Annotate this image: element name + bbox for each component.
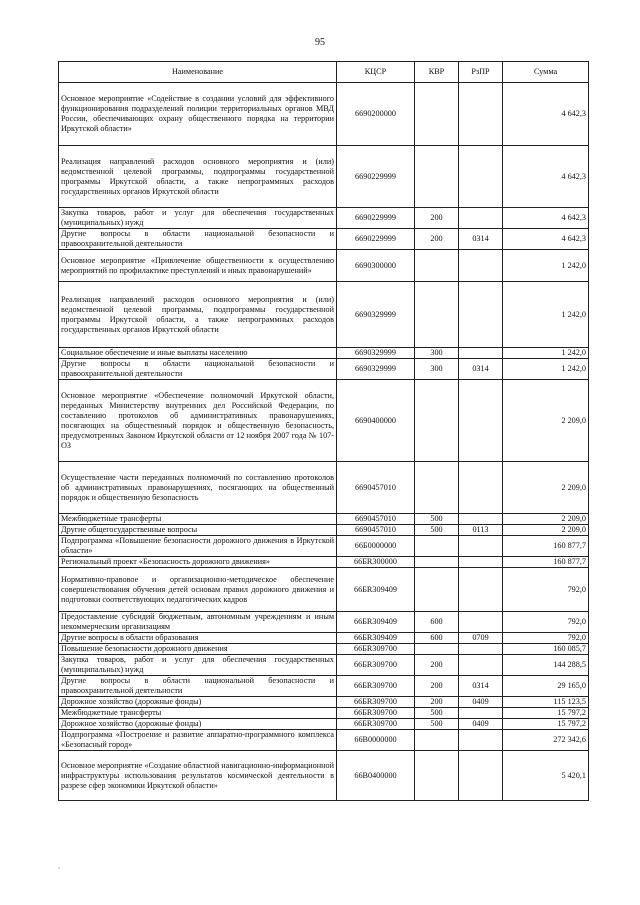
row-sum: 1 242,0 [503, 348, 589, 359]
row-sum: 115 123,5 [503, 697, 589, 708]
row-kvr [415, 730, 459, 751]
row-rzpr: 0314 [459, 676, 503, 697]
row-name: Закупка товаров, работ и услуг для обеспечения государственных (муниципальных) нужд [59, 208, 337, 229]
row-name: Основное мероприятие «Содействие в создании условий для эффективного функционирования подразделений полиции территориальных органов МВД России, обеспечивающих охрану общественного порядка на территории Иркутской области» [59, 83, 337, 146]
row-rzpr: 0113 [459, 525, 503, 536]
row-name: Реализация направлений расходов основного мероприятия и (или) ведомственной целевой программы, подпрограммы государственной программы Иркутской области, а также непрограммных расходов государственных органов Иркутской области [59, 146, 337, 208]
row-kvr [415, 568, 459, 612]
table-row [59, 633, 589, 644]
row-kvr [415, 380, 459, 462]
row-sum: 1 242,0 [503, 250, 589, 282]
row-kcsr: 66БR300000 [337, 557, 415, 568]
table-row [59, 146, 589, 208]
row-sum: 144 288,5 [503, 655, 589, 676]
table-row [59, 229, 589, 250]
row-kvr [415, 250, 459, 282]
row-name: Социальное обеспечение и иные выплаты населению [59, 348, 337, 359]
row-rzpr [459, 514, 503, 525]
row-rzpr: 0409 [459, 697, 503, 708]
row-kcsr: 6690457010 [337, 514, 415, 525]
table-row [59, 514, 589, 525]
row-sum: 4 642,3 [503, 208, 589, 229]
table-row [59, 462, 589, 514]
row-kvr [415, 282, 459, 348]
row-name: Другие вопросы в области национальной безопасности и правоохранительной деятельности [59, 676, 337, 697]
row-kvr [415, 644, 459, 655]
row-name: Реализация направлений расходов основного мероприятия и (или) ведомственной целевой программы, подпрограммы государственной программы Иркутской области, а также непрограммных расходов государственных органов Иркутской области [59, 282, 337, 348]
row-rzpr: 0409 [459, 719, 503, 730]
row-sum: 792,0 [503, 612, 589, 633]
row-rzpr: 0314 [459, 359, 503, 380]
row-kcsr: 6690400000 [337, 380, 415, 462]
row-kcsr: 66БR309409 [337, 612, 415, 633]
row-kcsr: 6690229999 [337, 146, 415, 208]
row-kcsr: 66БR309700 [337, 708, 415, 719]
row-kcsr: 66БR309700 [337, 719, 415, 730]
row-sum: 2 209,0 [503, 525, 589, 536]
table-row [59, 250, 589, 282]
row-kcsr: 6690229999 [337, 208, 415, 229]
header-kcsr: КЦСР [337, 62, 415, 83]
table-row [59, 751, 589, 801]
row-kvr [415, 751, 459, 801]
row-name: Закупка товаров, работ и услуг для обеспечения государственных (муниципальных) нужд [59, 655, 337, 676]
row-kvr: 300 [415, 348, 459, 359]
row-kcsr: 6690457010 [337, 462, 415, 514]
row-kcsr: 66В0000000 [337, 730, 415, 751]
row-rzpr [459, 380, 503, 462]
row-sum: 160 877,7 [503, 557, 589, 568]
row-kcsr: 66БR309409 [337, 568, 415, 612]
table-row [59, 536, 589, 557]
row-rzpr [459, 146, 503, 208]
row-name: Другие вопросы в области национальной безопасности и правоохранительной деятельности [59, 359, 337, 380]
row-rzpr [459, 751, 503, 801]
row-kcsr: 6690329999 [337, 282, 415, 348]
table-row [59, 208, 589, 229]
row-sum: 792,0 [503, 633, 589, 644]
row-rzpr [459, 644, 503, 655]
row-rzpr [459, 348, 503, 359]
row-rzpr [459, 250, 503, 282]
table-header [59, 62, 589, 83]
row-kvr: 600 [415, 633, 459, 644]
row-kcsr: 66БR309700 [337, 644, 415, 655]
row-rzpr: 0709 [459, 633, 503, 644]
table-row [59, 655, 589, 676]
row-kcsr: 6690200000 [337, 83, 415, 146]
row-kcsr: 66Б0000000 [337, 536, 415, 557]
header-sum: Сумма [503, 62, 589, 83]
table-row [59, 719, 589, 730]
row-name: Межбюджетные трансферты [59, 514, 337, 525]
row-rzpr [459, 462, 503, 514]
row-kcsr: 66БR309700 [337, 676, 415, 697]
row-rzpr [459, 83, 503, 146]
row-kvr [415, 83, 459, 146]
table-row [59, 348, 589, 359]
row-name: Межбюджетные трансферты [59, 708, 337, 719]
row-kcsr: 6690457010 [337, 525, 415, 536]
row-rzpr [459, 708, 503, 719]
row-name: Нормативно-правовое и организационно-методическое обеспечение совершенствования обучения детей основам правил дорожного движения и подготовки соответствующих педагогических кадров [59, 568, 337, 612]
row-sum: 15 797,2 [503, 708, 589, 719]
table-row [59, 708, 589, 719]
row-rzpr [459, 557, 503, 568]
header-kvr: КВР [415, 62, 459, 83]
row-name: Подпрограмма «Повышение безопасности дорожного движения в Иркутской области» [59, 536, 337, 557]
row-sum: 29 165,0 [503, 676, 589, 697]
row-kvr: 300 [415, 359, 459, 380]
row-name: Осуществление части переданных полномочий по составлению протоколов об административных правонарушениях, посягающих на общественный порядок и общественную безопасность [59, 462, 337, 514]
row-name: Предоставление субсидий бюджетным, автономным учреждениям и иным некоммерческим организациям [59, 612, 337, 633]
row-rzpr [459, 208, 503, 229]
row-rzpr [459, 655, 503, 676]
table-row [59, 83, 589, 146]
row-sum: 160 085,7 [503, 644, 589, 655]
row-sum: 4 642,3 [503, 229, 589, 250]
row-kcsr: 66БR309409 [337, 633, 415, 644]
row-kvr: 200 [415, 655, 459, 676]
row-kvr [415, 146, 459, 208]
row-kcsr: 66В0400000 [337, 751, 415, 801]
row-kcsr: 6690329999 [337, 359, 415, 380]
row-sum: 5 420,1 [503, 751, 589, 801]
row-kvr: 600 [415, 612, 459, 633]
row-kvr: 200 [415, 229, 459, 250]
row-kvr: 200 [415, 208, 459, 229]
row-sum: 272 342,6 [503, 730, 589, 751]
row-sum: 792,0 [503, 568, 589, 612]
row-rzpr: 0314 [459, 229, 503, 250]
table-row [59, 557, 589, 568]
row-name: Основное мероприятие «Создание областной навигационно-информационной инфраструктуры использования результатов космической деятельности в разрезе сфер экономики Иркутской области» [59, 751, 337, 801]
row-name: Повышение безопасности дорожного движения [59, 644, 337, 655]
row-rzpr [459, 536, 503, 557]
row-kvr: 500 [415, 719, 459, 730]
budget-table [58, 61, 589, 801]
row-name: Другие общегосударственные вопросы [59, 525, 337, 536]
table-row [59, 380, 589, 462]
row-kcsr: 66БR309700 [337, 655, 415, 676]
table-row [59, 525, 589, 536]
header-name: Наименование [59, 62, 337, 83]
row-kvr [415, 462, 459, 514]
row-kvr: 500 [415, 708, 459, 719]
table-row [59, 730, 589, 751]
table-row [59, 697, 589, 708]
row-rzpr [459, 568, 503, 612]
row-sum: 4 642,3 [503, 146, 589, 208]
row-sum: 15 797,2 [503, 719, 589, 730]
page-number: 95 [315, 37, 325, 48]
row-rzpr [459, 612, 503, 633]
row-name: Другие вопросы в области образования [59, 633, 337, 644]
header-rzpr: РзПР [459, 62, 503, 83]
row-name: Основное мероприятие «Обеспечение полномочий Иркутской области, переданных Министерству внутренних дел Российской Федерации, по составлению протоколов об административных правонарушениях, посягающих на общественный порядок и общественную безопасность, предусмотренных Законом Иркутской области от 12 ноября 2007 года № 107-ОЗ [59, 380, 337, 462]
row-kcsr: 6690300000 [337, 250, 415, 282]
row-name: Дорожное хозяйство (дорожные фонды) [59, 697, 337, 708]
table-row [59, 359, 589, 380]
row-kvr: 500 [415, 514, 459, 525]
row-kvr [415, 536, 459, 557]
table-body [59, 83, 589, 801]
row-name: Региональный проект «Безопасность дорожного движения» [59, 557, 337, 568]
row-sum: 2 209,0 [503, 462, 589, 514]
table-row [59, 282, 589, 348]
row-sum: 160 877,7 [503, 536, 589, 557]
row-sum: 4 642,3 [503, 83, 589, 146]
row-sum: 1 242,0 [503, 359, 589, 380]
table-row [59, 612, 589, 633]
row-name: Подпрограмма «Построение и развитие аппаратно-программного комплекса «Безопасный город» [59, 730, 337, 751]
table-row [59, 644, 589, 655]
row-kcsr: 66БR309700 [337, 697, 415, 708]
row-kvr: 200 [415, 676, 459, 697]
row-sum: 1 242,0 [503, 282, 589, 348]
row-rzpr [459, 282, 503, 348]
footer-mark: ˇ [58, 868, 60, 874]
row-kvr: 200 [415, 697, 459, 708]
row-name: Другие вопросы в области национальной безопасности и правоохранительной деятельности [59, 229, 337, 250]
row-name: Дорожное хозяйство (дорожные фонды) [59, 719, 337, 730]
table-row [59, 568, 589, 612]
row-name: Основное мероприятие «Привлечение общественности к осуществлению мероприятий по профилактике преступлений и иных правонарушений» [59, 250, 337, 282]
row-sum: 2 209,0 [503, 514, 589, 525]
table-row [59, 676, 589, 697]
row-kcsr: 6690329999 [337, 348, 415, 359]
row-kvr [415, 557, 459, 568]
row-sum: 2 209,0 [503, 380, 589, 462]
row-kcsr: 6690229999 [337, 229, 415, 250]
row-kvr: 500 [415, 525, 459, 536]
row-rzpr [459, 730, 503, 751]
